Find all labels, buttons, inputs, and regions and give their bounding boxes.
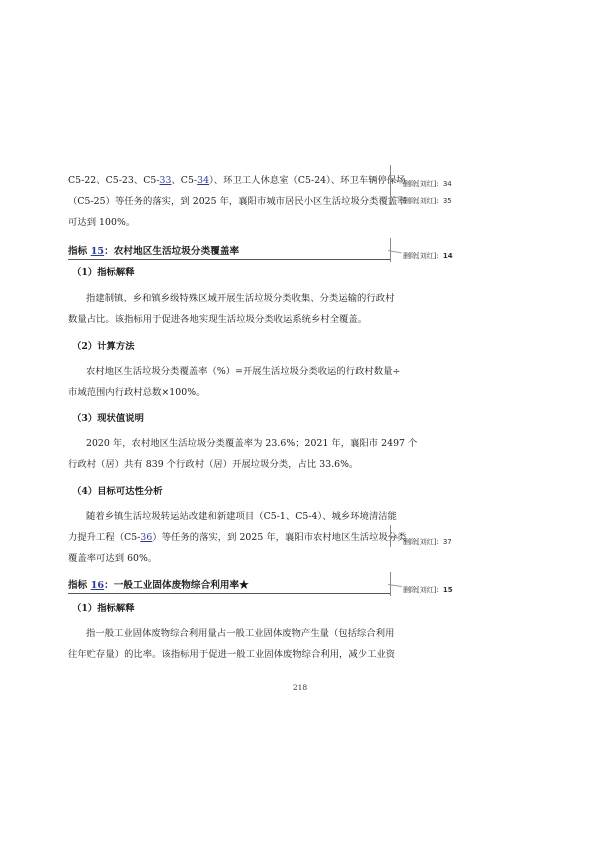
tracked-change-ref-16[interactable]: 16 [90,580,105,591]
paragraph-line: 覆盖率可达到 60%。 [68,553,158,564]
note-label: 删除[刘红]: [403,197,439,205]
paragraph-line: 数量占比。该指标用于促进各地实现生活垃圾分类收运系统乡村全覆盖。 [68,314,368,325]
note-label: 删除[刘红]: [403,586,439,594]
tracked-change-ref-36[interactable]: 36 [140,532,153,543]
paragraph-line: 可达到 100%。 [68,217,136,228]
indicator-label: 指标 [68,580,91,591]
note-number: 35 [442,197,452,205]
page-number: 218 [292,683,308,692]
heading-underline [68,259,390,260]
paragraph-line: 随着乡镇生活垃圾转运站改建和新建项目（C5-1、C5-4）、城乡环境清洁能 [86,511,397,522]
text-run: C5-22、C5-23、C5- [68,175,160,186]
section-heading: （1）指标解释 [72,267,135,278]
paragraph-line: 往年贮存量）的比率。该指标用于促进一般工业固体废物综合利用，减少工业资 [68,649,396,660]
paragraph-line: 市域范围内行政村总数×100%。 [68,387,206,398]
text-run: ）、环卫工人休息室（C5-24）、环卫车辆停保场 [209,175,406,186]
section-heading: （3）现状值说明 [72,413,144,424]
indicator-title: ：一般工业固体废物综合利用率★ [104,580,249,591]
tracked-change-note[interactable] [403,585,453,595]
note-label: 删除[刘红]: [403,252,439,260]
paragraph-line: 2020 年，农村地区生活垃圾分类覆盖率为 23.6%；2021 年，襄阳市 2497 个 [86,438,418,449]
note-number: 37 [442,538,452,546]
change-bar [390,165,391,205]
section-heading: （1）指标解释 [72,603,135,614]
paragraph-line [68,174,406,188]
paragraph-line: 指一般工业固体废物综合利用量占一般工业固体废物产生量（包括综合利用 [86,628,395,639]
paragraph-line: 农村地区生活垃圾分类覆盖率（%）=开展生活垃圾分类收运的行政村数量÷ [86,366,401,377]
indicator-label: 指标 [68,246,91,257]
tracked-change-ref-15[interactable]: 15 [90,246,105,257]
indicator-15-heading [68,245,388,259]
paragraph-line: 行政村（居）共有 839 个行政村（居）开展垃圾分类，占比 33.6%。 [68,459,359,470]
tracked-change-note[interactable] [403,537,452,547]
note-number: 34 [442,180,452,188]
note-label: 删除[刘红]: [403,538,439,546]
text-run: ）等任务的落实，到 2025 年，襄阳市农村地区生活垃圾分类 [152,532,407,543]
indicator-16-heading [68,579,388,593]
paragraph-line [68,531,407,545]
paragraph-line: 指建制镇、乡和镇乡级特殊区域开展生活垃圾分类收集、分类运输的行政村 [86,293,395,304]
section-heading: （4）目标可达性分析 [72,486,163,497]
note-number: 14 [442,252,453,260]
note-number: 15 [442,586,453,594]
text-run: 、C5- [171,175,198,186]
tracked-change-note[interactable] [403,251,453,261]
paragraph-line: （C5-25）等任务的落实，到 2025 年，襄阳市城市居民小区生活垃圾分类覆盖率 [68,196,407,207]
tracked-change-note[interactable] [403,196,452,206]
tracked-change-ref-33[interactable]: 33 [159,175,172,186]
note-label: 删除[刘红]: [403,180,439,188]
tracked-change-ref-34[interactable]: 34 [197,175,210,186]
section-heading: （2）计算方法 [72,341,135,352]
tracked-change-note[interactable] [403,179,452,189]
indicator-title: ：农村地区生活垃圾分类覆盖率 [104,246,240,257]
heading-underline [68,593,390,594]
text-run: 力提升工程（C5- [68,532,141,543]
